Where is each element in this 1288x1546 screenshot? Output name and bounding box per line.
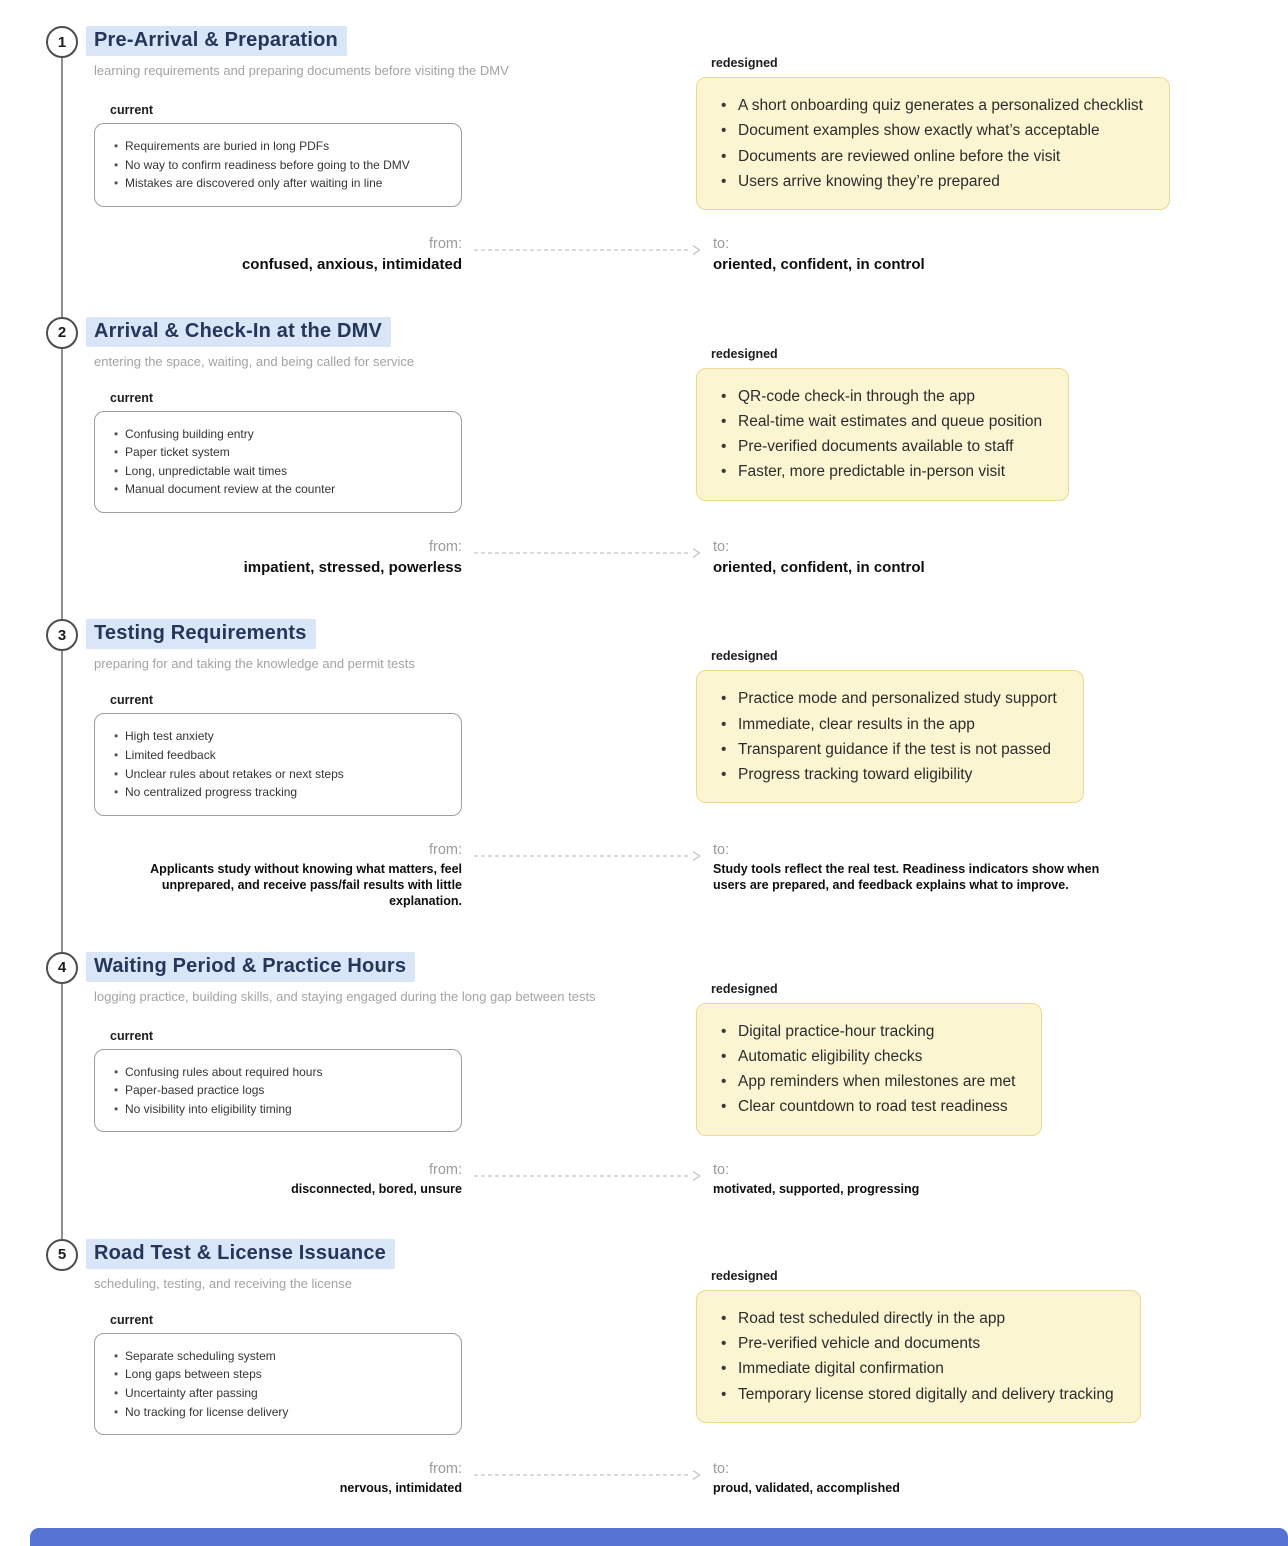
emotion-shift-row (94, 539, 1288, 578)
stage-subtitle: learning requirements and preparing documents before visiting the DMV (94, 63, 509, 78)
from-emotion-text: nervous, intimidated (339, 1481, 462, 1496)
from-emotion-text: Applicants study without knowing what matters, feel unprepared, and receive pass/fail results with little explanation. (150, 861, 462, 909)
timeline-connector (61, 42, 63, 317)
redesigned-item: • Progress tracking toward eligibility (719, 762, 1057, 787)
timeline-connector (61, 317, 63, 620)
current-item: • Paper ticket system (113, 443, 447, 462)
current-item: • Mistakes are discovered only after waiting in line (113, 174, 447, 193)
current-item: • Long, unpredictable wait times (113, 462, 447, 481)
redesigned-item: • Practice mode and personalized study support (719, 686, 1057, 711)
current-painpoints-box (94, 1333, 462, 1435)
current-item: • Long gaps between steps (113, 1365, 447, 1384)
current-painpoints-list (113, 1347, 447, 1421)
to-emotion-text: oriented, confident, in control (713, 256, 925, 273)
from-label: from: (428, 236, 462, 252)
emotion-shift-row (94, 236, 1288, 275)
current-item: • No visibility into eligibility timing (113, 1100, 447, 1119)
redesigned-improvements-list (719, 1019, 1015, 1120)
current-painpoints-list (113, 137, 447, 193)
stage-title: Road Test & License Issuance (86, 1239, 395, 1269)
current-label: current (110, 390, 154, 405)
redesigned-item: • App reminders when milestones are met (719, 1069, 1015, 1094)
redesigned-label: redesigned (711, 981, 778, 996)
redesigned-improvements-box (696, 368, 1069, 501)
redesigned-item: • Immediate digital confirmation (719, 1356, 1114, 1381)
redesigned-item: • A short onboarding quiz generates a personalized checklist (719, 93, 1143, 118)
redesigned-item: • Immediate, clear results in the app (719, 712, 1057, 737)
stage-number: 3 (57, 626, 67, 644)
stage-subtitle: preparing for and taking the knowledge and permit tests (94, 656, 415, 672)
emotion-from (94, 236, 462, 275)
stage-number-badge (46, 26, 78, 58)
current-item: • Uncertainty after passing (113, 1384, 447, 1403)
emotion-to (704, 539, 1288, 578)
stage-section (0, 952, 1288, 1197)
current-item: • Separate scheduling system (113, 1347, 447, 1366)
stage-subtitle: logging practice, building skills, and staying engaged during the long gap between tests (94, 988, 596, 1004)
redesigned-item: • Transparent guidance if the test is not passed (719, 737, 1057, 762)
from-emotion-text: confused, anxious, intimidated (241, 256, 462, 273)
redesigned-improvements-list (719, 384, 1042, 485)
redesigned-state-panel (696, 649, 1288, 803)
from-label: from: (428, 538, 462, 555)
emotion-shift-row (94, 1162, 1288, 1197)
current-state-panel (94, 1313, 696, 1435)
stage-title: Testing Requirements (86, 619, 316, 649)
current-painpoints-list (113, 727, 447, 801)
redesigned-item: • Document examples show exactly what’s acceptable (719, 118, 1143, 143)
from-to-arrow (474, 547, 702, 559)
current-item: • Confusing rules about required hours (113, 1063, 447, 1082)
emotion-to (704, 842, 1288, 910)
redesigned-state-panel (696, 982, 1288, 1136)
emotion-to (704, 1162, 1288, 1197)
from-to-arrow (474, 1170, 702, 1182)
redesigned-item: • Real-time wait estimates and queue position (719, 409, 1042, 434)
current-state-panel (94, 1029, 696, 1133)
redesigned-improvements-list (719, 686, 1057, 787)
redesigned-item: • Road test scheduled directly in the app (719, 1306, 1114, 1331)
to-emotion-text: Study tools reflect the real test. Readiness indicators show when users are prepared, and feedback explains what to improve. (713, 861, 1100, 892)
to-label: to: (713, 841, 730, 858)
to-label: to: (713, 1461, 730, 1478)
from-label: from: (428, 841, 462, 858)
redesigned-item: • Clear countdown to road test readiness (719, 1094, 1015, 1119)
stage-title: Waiting Period & Practice Hours (86, 952, 415, 982)
current-state-panel (94, 103, 696, 207)
stage-number: 1 (57, 33, 67, 51)
redesigned-state-panel (696, 347, 1288, 501)
from-to-arrow (474, 1469, 702, 1481)
stage-section (0, 619, 1288, 909)
from-emotion-text: impatient, stressed, powerless (243, 558, 462, 576)
arrow-cell (462, 236, 704, 275)
stage-title: Pre-Arrival & Preparation (86, 26, 347, 56)
current-state-panel (94, 391, 696, 513)
current-painpoints-list (113, 425, 447, 499)
redesigned-improvements-list (719, 1306, 1114, 1407)
redesigned-item: • QR-code check-in through the app (719, 384, 1042, 409)
current-item: • No centralized progress tracking (113, 783, 447, 802)
stage-number-badge (46, 1239, 78, 1271)
from-to-arrow (474, 850, 702, 862)
arrow-cell (462, 1461, 704, 1496)
timeline-connector (61, 619, 63, 951)
redesigned-improvements-box (696, 670, 1084, 803)
stage-section (0, 317, 1288, 578)
from-label: from: (428, 1161, 462, 1178)
to-emotion-text: oriented, confident, in control (713, 558, 925, 576)
redesigned-state-panel (696, 1269, 1288, 1423)
redesigned-item: • Users arrive knowing they’re prepared (719, 169, 1143, 194)
redesigned-label: redesigned (711, 56, 778, 70)
to-emotion-text: motivated, supported, progressing (713, 1181, 920, 1196)
current-item: • No way to confirm readiness before going to the DMV (113, 156, 447, 175)
current-painpoints-list (113, 1063, 447, 1119)
redesigned-item: • Automatic eligibility checks (719, 1044, 1015, 1069)
emotion-from (94, 1162, 462, 1197)
to-emotion-text: proud, validated, accomplished (713, 1481, 900, 1496)
arrow-cell (462, 842, 704, 910)
current-item: • Requirements are buried in long PDFs (113, 137, 447, 156)
current-label: current (110, 1028, 154, 1043)
current-item: • Confusing building entry (113, 425, 447, 444)
redesigned-item: • Documents are reviewed online before the visit (719, 144, 1143, 169)
current-painpoints-box (94, 123, 462, 207)
redesigned-label: redesigned (711, 346, 778, 361)
next-section-top-edge (30, 1528, 1288, 1546)
emotion-from (94, 842, 462, 910)
from-label: from: (428, 1461, 462, 1478)
timeline-connector (61, 952, 63, 1239)
emotion-to (704, 236, 1288, 275)
from-to-arrow (474, 244, 702, 256)
arrow-cell (462, 1162, 704, 1197)
current-painpoints-box (94, 411, 462, 513)
redesigned-improvements-box (696, 1290, 1141, 1423)
current-item: • Paper-based practice logs (113, 1081, 447, 1100)
redesigned-label: redesigned (711, 649, 778, 664)
redesigned-item: • Pre-verified vehicle and documents (719, 1331, 1114, 1356)
current-label: current (110, 1312, 154, 1327)
stage-section (0, 1239, 1288, 1497)
current-item: • Manual document review at the counter (113, 480, 447, 499)
current-item: • Limited feedback (113, 746, 447, 765)
stage-number: 5 (57, 1246, 67, 1264)
emotion-from (94, 539, 462, 578)
emotion-shift-row (94, 842, 1288, 910)
stage-number-badge (46, 619, 78, 651)
current-item: • No tracking for license delivery (113, 1403, 447, 1422)
current-label: current (110, 103, 154, 118)
current-item: • High test anxiety (113, 727, 447, 746)
stage-list (0, 26, 1288, 1496)
emotion-to (704, 1461, 1288, 1496)
current-painpoints-box (94, 1049, 462, 1133)
current-label: current (110, 693, 154, 708)
redesigned-label: redesigned (711, 1268, 778, 1283)
current-painpoints-box (94, 713, 462, 815)
redesigned-state-panel (696, 56, 1288, 210)
current-item: • Unclear rules about retakes or next steps (113, 765, 447, 784)
stage-number: 2 (57, 324, 67, 341)
arrow-cell (462, 539, 704, 578)
redesigned-item: • Pre-verified documents available to staff (719, 434, 1042, 459)
to-label: to: (713, 538, 730, 555)
current-state-panel (94, 693, 696, 815)
to-label: to: (713, 236, 730, 252)
stage-number: 4 (57, 959, 67, 976)
stage-number-badge (46, 952, 78, 984)
redesigned-improvements-box (696, 1003, 1042, 1136)
stage-number-badge (46, 317, 78, 349)
stage-title: Arrival & Check-In at the DMV (86, 317, 391, 347)
redesigned-item: • Digital practice-hour tracking (719, 1019, 1015, 1044)
stage-subtitle: entering the space, waiting, and being called for service (94, 353, 415, 369)
from-emotion-text: disconnected, bored, unsure (291, 1181, 462, 1196)
emotion-from (94, 1461, 462, 1496)
emotion-shift-row (94, 1461, 1288, 1496)
redesigned-item: • Faster, more predictable in-person visit (719, 459, 1042, 484)
stage-subtitle: scheduling, testing, and receiving the license (94, 1275, 352, 1291)
stage-section (0, 26, 1288, 275)
redesigned-improvements-box (696, 77, 1170, 210)
to-label: to: (713, 1161, 730, 1178)
redesigned-item: • Temporary license stored digitally and delivery tracking (719, 1382, 1114, 1407)
redesigned-improvements-list (719, 93, 1143, 194)
